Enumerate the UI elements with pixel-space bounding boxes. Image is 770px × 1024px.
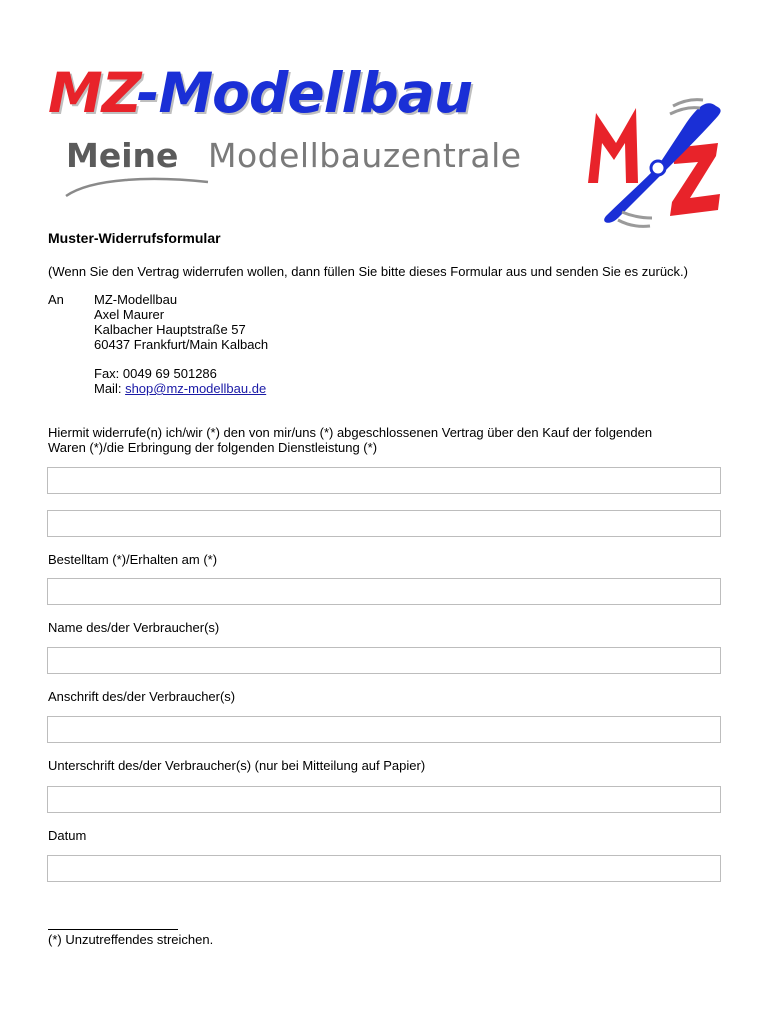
date-label: Datum [48,828,87,843]
recipient-fax: Fax: 0049 69 501286 [94,366,217,381]
recipient-name: MZ-Modellbau [94,292,178,307]
recipient-address [94,292,268,396]
consumer-name-field[interactable] [47,647,721,674]
consumer-name-label: Name des/der Verbraucher(s) [48,620,220,635]
footnote-divider [48,929,178,930]
goods-field-2[interactable] [47,510,721,537]
recipient-person: Axel Maurer [94,307,165,322]
withdrawal-statement [48,425,728,455]
consumer-address-label: Anschrift des/der Verbraucher(s) [48,689,236,704]
brand-logo [48,60,728,232]
recipient-street: Kalbacher Hauptstraße 57 [94,322,246,337]
recipient-city: 60437 Frankfurt/Main Kalbach [94,337,269,352]
footnote: (*) Unzutreffendes streichen. [48,932,214,947]
ordered-date-field[interactable] [47,578,721,605]
logo-title [48,60,472,126]
logo-title-mz: MZ [48,61,137,125]
recipient-label: An [48,292,64,307]
form-intro: (Wenn Sie den Vertrag widerrufen wollen, dann füllen Sie bitte dieses Formular aus und senden Sie es zurück.) [48,264,689,279]
form-heading: Muster-Widerrufsformular [48,230,221,246]
logo-swoosh-icon [62,170,212,200]
logo-subtitle-rest: Modellbauzentrale [208,136,522,175]
logo-subtitle-meine: Meine [66,136,179,175]
propeller-mz-icon [578,88,728,233]
withdrawal-statement-line1: Hiermit widerrufe(n) ich/wir (*) den von mir/uns (*) abgeschlossenen Vertrag über den Kauf der folgenden [48,425,653,440]
signature-field[interactable] [47,786,721,813]
ordered-label: Bestelltam (*)/Erhalten am (*) [48,552,218,567]
goods-field-1[interactable] [47,467,721,494]
recipient-mail-label: Mail: [94,381,122,396]
date-field[interactable] [47,855,721,882]
recipient-mail-line [94,381,268,396]
signature-label: Unterschrift des/der Verbraucher(s) (nur bei Mitteilung auf Papier) [48,758,426,773]
recipient-mail-link[interactable]: shop@mz-modellbau.de [125,381,267,396]
logo-title-rest: -Modellbau [136,61,472,125]
consumer-address-field[interactable] [47,716,721,743]
withdrawal-statement-line2: Waren (*)/die Erbringung der folgenden Dienstleistung (*) [48,440,378,455]
